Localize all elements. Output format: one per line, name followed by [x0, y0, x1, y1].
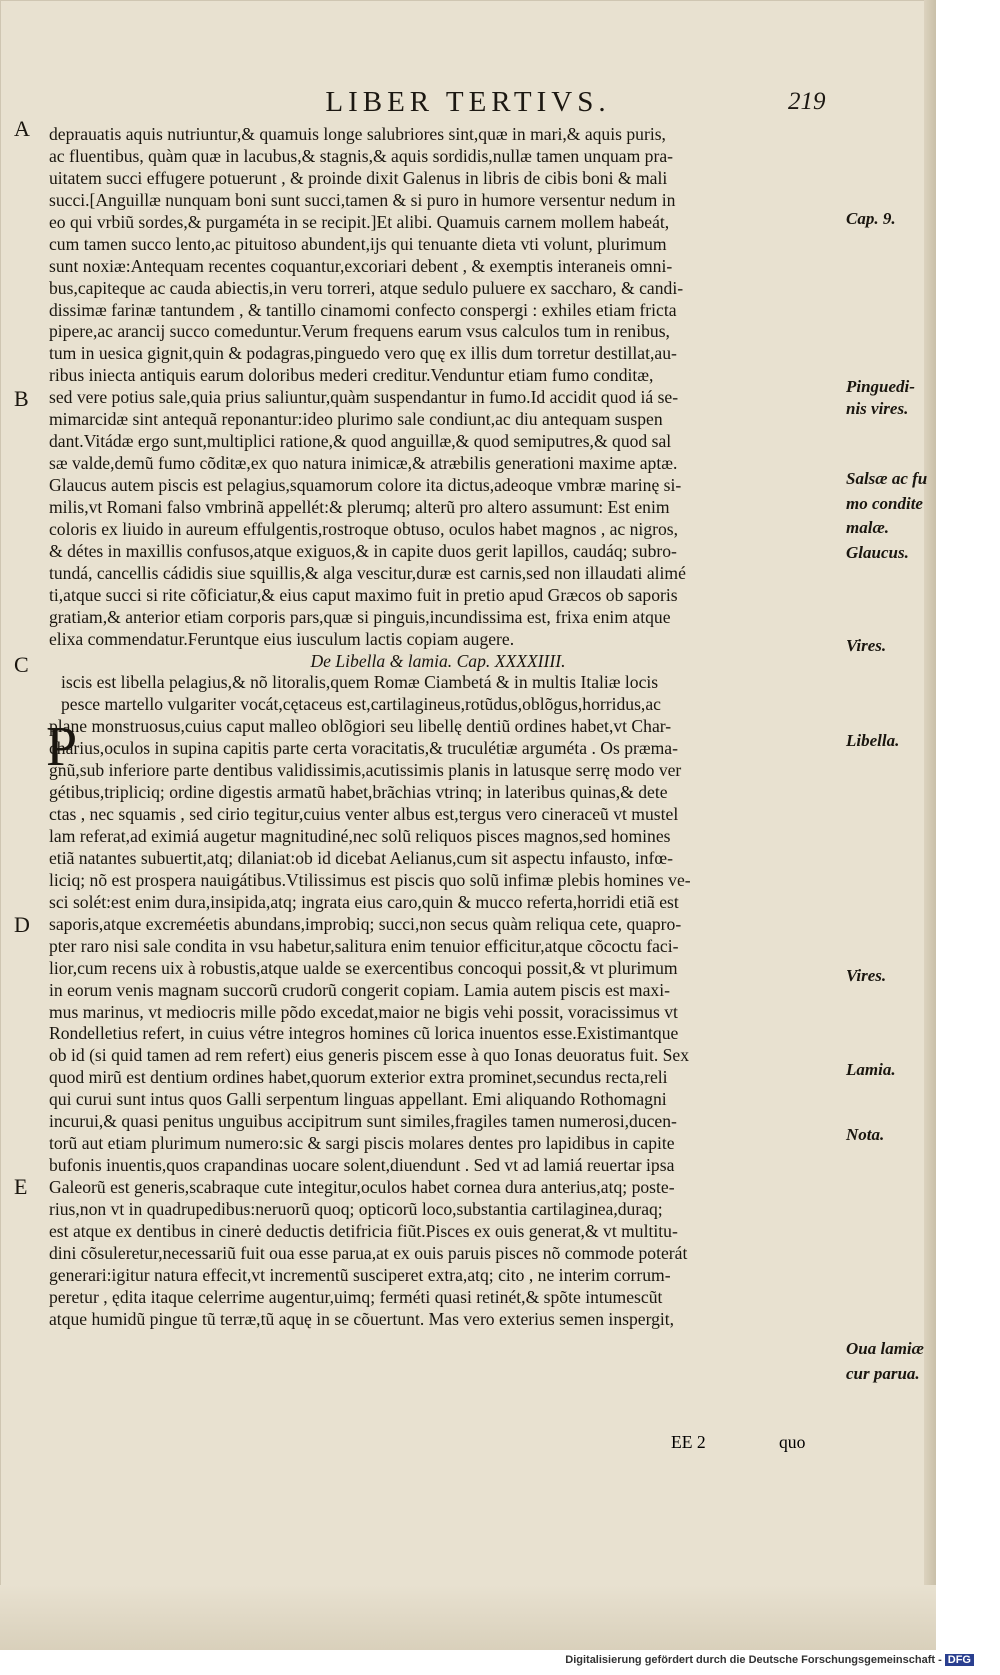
margin-note: Libella. [846, 731, 900, 750]
margin-note: mo condite [846, 494, 923, 513]
text-line: Glaucus autem piscis est pelagius,squamorum colore ita dictus,adeoque vmbræ marinę si- [49, 475, 682, 495]
margin-note: cur parua. [846, 1364, 920, 1383]
text-line: saporis,atque excreméetis abundans,improbiq; succi,non secus quàm reliqua cete, quapro- [49, 913, 682, 934]
text-line: sæ valde,demũ fumo cõditæ,ex quo natura inimicæ,& atræbilis generationi maxime aptæ. [49, 453, 678, 474]
text-line: charius,oculos in supina capitis parte certa voracitatis,& truculétiæ arguméta . Os præma- [49, 738, 678, 759]
section-letter-e: E [14, 1174, 28, 1199]
text-line: succi.[Anguillæ nunquam boni sunt succi,tamen & si puro in humore versentur nedum in [49, 189, 676, 210]
text-line: est atque ex dentibus in cinerė deductis detifricia fiũt.Pisces ex ouis generat,& vt multitu- [49, 1220, 678, 1241]
page-edge [924, 0, 936, 1650]
text-line: cum tamen succo lento,ac pituitoso abundent,ijs qui tenuante dieta vti volunt, plurimum [49, 233, 667, 254]
margin-note: Cap. 9. [846, 209, 896, 228]
text-line: pesce martello vulgariter vocát,cętaceus est,cartilagineus,rotũdus,oblõgus,horridus,ac [61, 694, 661, 715]
catchword-row [49, 1432, 827, 1454]
text-line: coloris ex liuido in aureum effulgentis,rostroque obtuso, oculos habet magnos , ac nigros, [49, 518, 679, 539]
text-line: mimarcidæ sint antequã reponantur:ideo plurimo sale condiunt,ac diu antequam suspen [49, 409, 663, 430]
text-line: eo qui vrbiũ sordes,& purgaméta in se recipit.]Et alibi. Quamuis carnem mollem habeát, [49, 211, 670, 232]
text-line: plane monstruosus,cuius caput malleo oblõgiori seu libellę dentiũ ordines habet,vt Char- [49, 716, 672, 737]
text-line: lior,cum recens uix à robustis,atque ualde se exercentibus concoqui possit,& vt plurimum [49, 957, 678, 978]
text-line: lam referat,ad eximiá augetur magnitudiné,nec solũ reliquos pisces magnos,sed homines [49, 826, 671, 846]
text-line: sed vere potius sale,quia prius saliuntur,quàm suspendantur in fumo.Id accidit quod iá se- [49, 387, 679, 408]
text-line: generari:igitur natura effecit,vt incrementũ susciperet extra,atq; cito , ne interim corrum- [49, 1264, 671, 1285]
text-line: in eorum venis magnam succorũ crudorũ congerit copiam. Lamia autem piscis est maxi- [49, 979, 670, 1000]
margin-note: Vires. [846, 636, 887, 655]
text-line: pter raro nisi sale condita in vsu habetur,salitura enim tenuior efficitur,atque cõcoctu faci- [49, 935, 679, 956]
text-line: sci solét:est enim dura,insipida,atq; ingrata eius caro,quin & mucco referta,horridi etiã est [49, 891, 679, 912]
text-line: ti,atque succi si rite cõficiatur,& eius caput maximo fuit in pretio apud Græcos ob saporis [49, 584, 678, 605]
text-line: dant.Vitádæ ergo sunt,multiplici ratione,& quod anguillæ,& quod semiputres,& quod sal [49, 431, 672, 452]
margin-note: Glaucus. [846, 543, 909, 562]
margin-note: Oua lamiæ [846, 1339, 924, 1358]
text-line: tum in uesica gignit,quin & podagras,pinguedo vero quę ex illis dum torretur destillat,au- [49, 343, 677, 364]
text-line: dissimæ farinæ tantundem , & tantillo cinamomi confecto conspergi : exhiles etiam fricta [49, 299, 677, 320]
signature-mark: EE 2 [671, 1432, 706, 1452]
section-letter-d: D [14, 912, 30, 937]
text-line: iscis est libella pelagius,& nõ litoralis,quem Romæ Ciambetá & in multis Italiæ locis [61, 672, 659, 693]
margin-note: Pinguedi- [846, 377, 915, 396]
text-line: gratiam,& anterior etiam corporis pars,quæ si pinguis,incundissima est, frixa enim atque [49, 606, 671, 627]
text-line: & détes in maxillis confusos,atque exiguos,& in capite duos gerit lapillos, caudáq; subro- [49, 540, 677, 561]
credit-text: Digitalisierung gefördert durch die Deutsche Forschungsgemeinschaft - [565, 1654, 942, 1666]
text-line: bufonis inuentis,quos crapandinas uocare solent,diuendunt . Sed vt ad lamiá reuertar ipsa [49, 1155, 675, 1176]
digitization-credit [565, 1654, 974, 1666]
text-line: elixa commendatur.Feruntque eius iusculum lactis copiam augere. [49, 628, 515, 649]
text-line: Rondelletius refert, in cuius vétre integros homines cũ lorica inuentos esse.Existimantque [49, 1023, 679, 1044]
text-line: uitatem succi effugere potuerunt , & proinde dixit Galenus in libris de cibis boni & mali [49, 167, 668, 188]
running-head: LIBER TERTIVS. [325, 86, 611, 118]
text-line: ac fluentibus, quàm quæ in lacubus,& stagnis,& aquis sordidis,nullæ tamen unquam pra- [49, 145, 674, 166]
text-line: torũ aut etiam plurimum numero:sic & sargi piscis molares dentes pro lapidibus in capite [49, 1133, 675, 1154]
text-line: quod mirũ est dentium ordines habet,quorum exterior extra prominet,secundus recta,reli [49, 1067, 668, 1088]
text-line: peretur , ędita itaque celerrime augentur,uimq; ferméti quasi retinét,& spõte intumescũt [49, 1286, 663, 1307]
text-line: atque humidũ pingue tũ terræ,tũ aquę in se cõuertunt. Mas vero exterius semen inspergit, [49, 1308, 675, 1329]
dfg-logo: DFG [945, 1654, 974, 1666]
paragraph-libella-lamia [49, 672, 827, 1330]
text-line: tundá, cancellis cádidis siue squillis,& alga vescitur,duræ est carnis,sed non illaudati alimé [49, 562, 686, 583]
text-line: ctas , nec squamis , sed cirio tegitur,cuius venter albus est,tergus vero cineraceũ vt mustel [49, 804, 679, 825]
text-line: pipere,ac arancij succo comeduntur.Verum frequens earum vsus calculos tum in renibus, [49, 321, 670, 342]
text-line: qui curui sunt intus quos Galli serpentum linguas appellant. Emi aliquando Rothomagni [49, 1089, 667, 1110]
chapter-heading: De Libella & lamia. Cap. XXXXIIII. [310, 650, 566, 671]
text-line: incurui,& quasi penitus unguibus accipitrum sunt similes,fragiles tamen numerosi,ducen- [49, 1111, 677, 1132]
text-line: rius,non vt in quadrupedibus:neruorũ quoq; opticorũ loco,substantia cartilaginea,duraq; [49, 1198, 663, 1219]
section-letter-b: B [14, 386, 29, 411]
text-line: dini cõsuleretur,necessariũ fuit oua esse parua,at ex ouis paruis pisces nõ commode poterát [49, 1242, 688, 1263]
text-line: liciq; nõ est prospera nauigátibus.Vtilissimus est piscis quo solũ infimæ plebis homines ve- [49, 869, 691, 890]
body-text [49, 124, 827, 1331]
page-bottom-margin [0, 1585, 936, 1650]
text-line: mus marinus, vt mediocris mille põdo excedat,maior ne bigis vehi possit, voracissimus vt [49, 1001, 678, 1022]
margin-note: Lamia. [846, 1060, 896, 1079]
section-letter-c: C [14, 652, 29, 677]
drop-cap: P [46, 716, 78, 778]
text-line: etiã natantes subuertit,atq; dilaniat:ob id dicebat Aelianus,cum sit aspectu infausto, infœ- [49, 847, 673, 868]
text-line: Galeorũ est generis,scabraque cute integitur,oculos habet cornea dura anterius,atq; poste- [49, 1177, 675, 1197]
text-line: ribus iniecta antiquis earum doloribus mederi creditur.Venduntur etiam fumo conditæ, [49, 365, 654, 386]
margin-note: nis vires. [846, 399, 909, 418]
catchword: quo [779, 1432, 806, 1452]
page-number: 219 [788, 88, 826, 115]
text-line: deprauatis aquis nutriuntur,& quamuis longe salubriores sint,quæ in mari,& aquis puris, [49, 124, 666, 144]
text-line: bus,capiteque ac cauda abiectis,in veru torreri, atque sedulo puluere ex saccharo, & candi- [49, 277, 684, 298]
margin-note: Vires. [846, 966, 887, 985]
paragraph-eels-glaucus [49, 124, 827, 651]
margin-note: Nota. [846, 1125, 885, 1144]
text-line: gnũ,sub inferiore parte dentibus validissimis,acutissimis planis in latusque serrę modo ver [49, 760, 682, 781]
text-line: sunt noxiæ:Antequam recentes coquantur,excoriari debent , & exemptis interaneis omni- [49, 255, 673, 276]
margin-note: malæ. [846, 518, 889, 537]
section-letter-a: A [14, 116, 30, 141]
text-line: ob id (si quid tamen ad rem refert) eius generis piscem esse à quo Ionas deuoratus fuit. Sex [49, 1045, 690, 1066]
text-line: gétibus,tripliciq; ordine digestis armatũ habet,brãchias vtrinq; in lateribus quinas,& dete [49, 782, 668, 803]
text-line: milis,vt Romani falso vmbrinã appellét:& plerumq; alterũ pro altero assumunt: Est enim [49, 496, 670, 517]
margin-note: Salsæ ac fu [846, 469, 928, 488]
